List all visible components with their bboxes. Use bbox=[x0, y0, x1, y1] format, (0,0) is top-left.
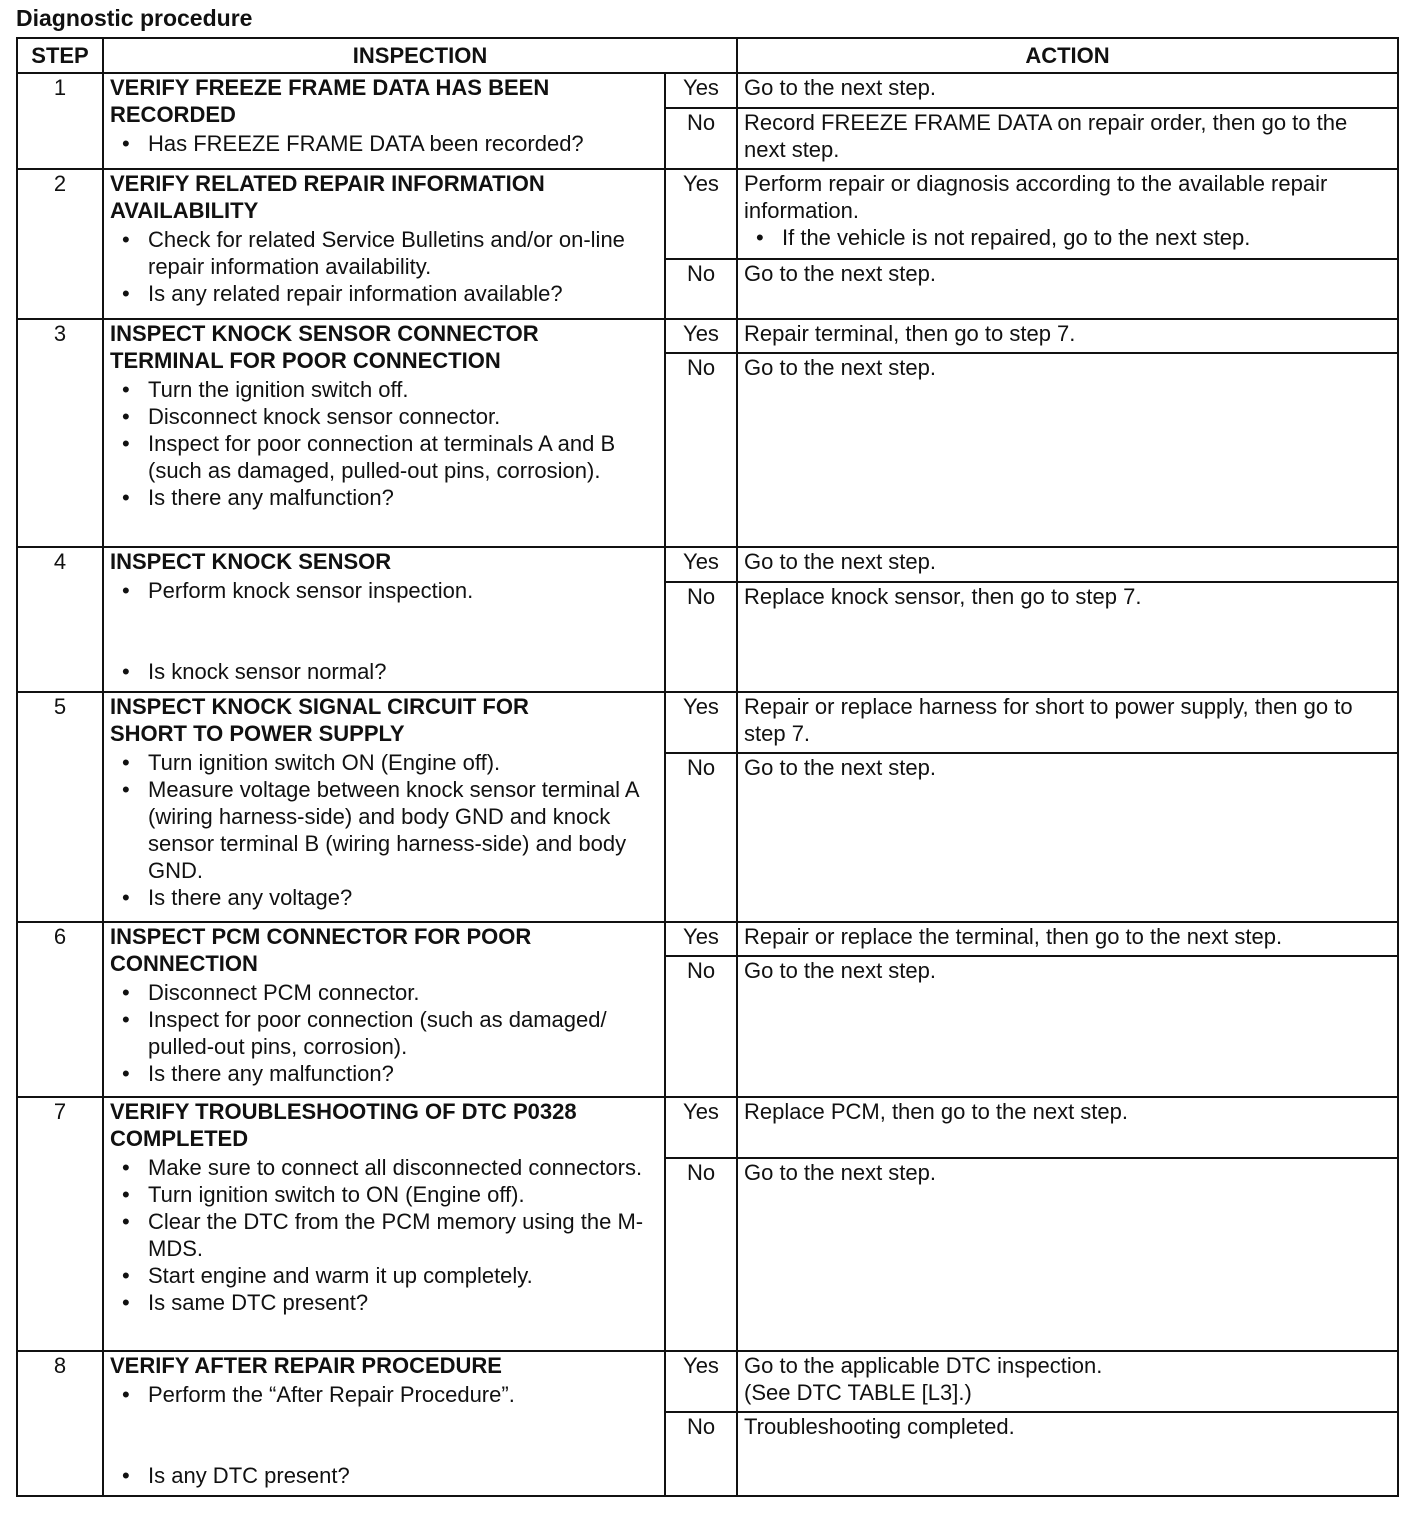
action-text: Go to the next step. bbox=[744, 355, 937, 380]
no-action bbox=[737, 753, 1398, 922]
action-text: Record FREEZE FRAME DATA on repair order, then go to the next step. bbox=[744, 110, 1348, 162]
inspection-bullet: • Turn ignition switch to ON (Engine off). bbox=[148, 1181, 658, 1208]
yes-label: Yes bbox=[665, 1351, 737, 1412]
action-text: Repair or replace harness for short to power supply, then go to step 7. bbox=[744, 694, 1353, 746]
inspection-cell bbox=[103, 1351, 665, 1496]
inspection-title bbox=[110, 548, 658, 575]
inspection-title bbox=[110, 693, 658, 747]
no-label: No bbox=[665, 1158, 737, 1351]
inspection-bullet: • Perform the “After Repair Procedure”. bbox=[148, 1381, 658, 1408]
step-number: 1 bbox=[17, 73, 103, 169]
header-inspection: INSPECTION bbox=[103, 38, 737, 73]
yes-action bbox=[737, 922, 1398, 956]
inspection-bullet: • Clear the DTC from the PCM memory using the M-MDS. bbox=[148, 1208, 658, 1262]
action-text: Go to the next step. bbox=[744, 549, 937, 574]
inspection-bullets bbox=[110, 130, 658, 157]
inspection-bullet: • Is any DTC present? bbox=[148, 1462, 658, 1489]
no-action bbox=[737, 353, 1398, 547]
header-step: STEP bbox=[17, 38, 103, 73]
yes-label: Yes bbox=[665, 169, 737, 259]
yes-action bbox=[737, 1097, 1398, 1158]
action-text: Repair or replace the terminal, then go to the next step. bbox=[744, 924, 1283, 949]
no-label: No bbox=[665, 1412, 737, 1496]
inspection-cell bbox=[103, 1097, 665, 1351]
step-number: 2 bbox=[17, 169, 103, 319]
step-row-yes bbox=[17, 319, 1398, 353]
inspection-bullet: • Is there any malfunction? bbox=[148, 1060, 658, 1087]
action-text: Go to the next step. bbox=[744, 755, 937, 780]
action-bullets bbox=[744, 224, 1391, 251]
inspection-title bbox=[110, 1098, 658, 1152]
yes-label: Yes bbox=[665, 692, 737, 753]
inspection-bullets bbox=[110, 226, 658, 307]
no-label: No bbox=[665, 259, 737, 319]
no-label: No bbox=[665, 108, 737, 169]
action-text: Replace PCM, then go to the next step. bbox=[744, 1099, 1129, 1124]
inspection-title bbox=[110, 923, 658, 977]
step-number: 4 bbox=[17, 547, 103, 692]
inspection-bullet: • Is knock sensor normal? bbox=[148, 658, 658, 685]
action-text: Troubleshooting completed. bbox=[744, 1414, 1015, 1439]
no-label: No bbox=[665, 582, 737, 692]
inspection-bullets bbox=[110, 577, 658, 604]
inspection-bullet: • Make sure to connect all disconnected connectors. bbox=[148, 1154, 658, 1181]
inspection-cell bbox=[103, 169, 665, 319]
no-action bbox=[737, 956, 1398, 1097]
inspection-title-line: RECORDED bbox=[110, 102, 236, 127]
action-text: (See DTC TABLE [L3].) bbox=[744, 1380, 972, 1405]
step-row-yes bbox=[17, 547, 1398, 582]
no-action bbox=[737, 582, 1398, 692]
step-row-yes bbox=[17, 1351, 1398, 1412]
inspection-bullet: • Perform knock sensor inspection. bbox=[148, 577, 658, 604]
inspection-title-line: COMPLETED bbox=[110, 1126, 249, 1151]
inspection-title-line: VERIFY AFTER REPAIR PROCEDURE bbox=[110, 1353, 502, 1378]
inspection-cell bbox=[103, 692, 665, 922]
no-action bbox=[737, 1158, 1398, 1351]
inspection-cell bbox=[103, 547, 665, 692]
yes-action bbox=[737, 692, 1398, 753]
diagnostic-table bbox=[16, 37, 1399, 1497]
inspection-title-line: CONNECTION bbox=[110, 951, 258, 976]
inspection-title bbox=[110, 320, 658, 374]
inspection-title-line: INSPECT KNOCK SIGNAL CIRCUIT FOR bbox=[110, 694, 529, 719]
no-label: No bbox=[665, 353, 737, 547]
step-row-yes bbox=[17, 922, 1398, 956]
inspection-bullets-final bbox=[110, 658, 658, 685]
action-text: Go to the next step. bbox=[744, 261, 937, 286]
step-number: 7 bbox=[17, 1097, 103, 1351]
action-text: Repair terminal, then go to step 7. bbox=[744, 321, 1076, 346]
header-action: ACTION bbox=[737, 38, 1398, 73]
inspection-bullet: • Is any related repair information available? bbox=[148, 280, 658, 307]
step-number: 8 bbox=[17, 1351, 103, 1496]
yes-action bbox=[737, 1351, 1398, 1412]
action-text: Go to the applicable DTC inspection. bbox=[744, 1353, 1103, 1378]
inspection-bullet: • Check for related Service Bulletins and/or on-line repair information availability. bbox=[148, 226, 658, 280]
yes-label: Yes bbox=[665, 547, 737, 582]
inspection-bullet: • Inspect for poor connection (such as damaged/ pulled-out pins, corrosion). bbox=[148, 1006, 658, 1060]
inspection-bullet: • Has FREEZE FRAME DATA been recorded? bbox=[148, 130, 658, 157]
inspection-bullets bbox=[110, 1381, 658, 1408]
document-title: Diagnostic procedure bbox=[16, 5, 253, 31]
yes-label: Yes bbox=[665, 319, 737, 353]
header-row bbox=[17, 38, 1398, 73]
yes-action bbox=[737, 169, 1398, 259]
inspection-cell bbox=[103, 922, 665, 1097]
inspection-bullet: • Measure voltage between knock sensor terminal A (wiring harness-side) and body GND and knock sensor terminal B (wiring harness-side) and body GND. bbox=[148, 776, 658, 884]
action-text: Go to the next step. bbox=[744, 958, 937, 983]
inspection-bullets-final bbox=[110, 1462, 658, 1489]
inspection-bullet: • Start engine and warm it up completely. bbox=[148, 1262, 658, 1289]
action-text: Perform repair or diagnosis according to the available repair information. bbox=[744, 171, 1328, 223]
inspection-cell bbox=[103, 319, 665, 547]
inspection-bullets bbox=[110, 1154, 658, 1316]
yes-label: Yes bbox=[665, 922, 737, 956]
inspection-bullet: • Inspect for poor connection at terminals A and B (such as damaged, pulled-out pins, corrosion). bbox=[148, 430, 658, 484]
step-number: 3 bbox=[17, 319, 103, 547]
inspection-bullet: • Disconnect PCM connector. bbox=[148, 979, 658, 1006]
action-text: Go to the next step. bbox=[744, 75, 937, 100]
inspection-cell bbox=[103, 73, 665, 169]
step-row-yes bbox=[17, 73, 1398, 108]
inspection-bullet: • Is there any voltage? bbox=[148, 884, 658, 911]
inspection-bullets bbox=[110, 749, 658, 911]
inspection-title-line: TERMINAL FOR POOR CONNECTION bbox=[110, 348, 501, 373]
yes-action bbox=[737, 319, 1398, 353]
inspection-bullet: • Disconnect knock sensor connector. bbox=[148, 403, 658, 430]
no-action bbox=[737, 108, 1398, 169]
yes-action bbox=[737, 547, 1398, 582]
step-row-yes bbox=[17, 1097, 1398, 1158]
step-number: 5 bbox=[17, 692, 103, 922]
action-bullet: • If the vehicle is not repaired, go to the next step. bbox=[782, 224, 1391, 251]
yes-label: Yes bbox=[665, 73, 737, 108]
inspection-bullet: • Turn ignition switch ON (Engine off). bbox=[148, 749, 658, 776]
inspection-title-line: INSPECT KNOCK SENSOR CONNECTOR bbox=[110, 321, 539, 346]
step-number: 6 bbox=[17, 922, 103, 1097]
inspection-title-line: VERIFY TROUBLESHOOTING OF DTC P0328 bbox=[110, 1099, 577, 1124]
inspection-title-line: SHORT TO POWER SUPPLY bbox=[110, 721, 405, 746]
inspection-bullet: • Is there any malfunction? bbox=[148, 484, 658, 511]
inspection-title bbox=[110, 1352, 658, 1379]
step-row-yes bbox=[17, 169, 1398, 259]
no-label: No bbox=[665, 956, 737, 1097]
no-label: No bbox=[665, 753, 737, 922]
action-text: Replace knock sensor, then go to step 7. bbox=[744, 584, 1142, 609]
inspection-title-line: INSPECT PCM CONNECTOR FOR POOR bbox=[110, 924, 532, 949]
no-action bbox=[737, 259, 1398, 319]
no-action bbox=[737, 1412, 1398, 1496]
inspection-bullet: • Is same DTC present? bbox=[148, 1289, 658, 1316]
inspection-title bbox=[110, 170, 658, 224]
inspection-title-line: VERIFY RELATED REPAIR INFORMATION bbox=[110, 171, 545, 196]
yes-label: Yes bbox=[665, 1097, 737, 1158]
inspection-bullets bbox=[110, 979, 658, 1087]
inspection-title bbox=[110, 74, 658, 128]
inspection-title-line: AVAILABILITY bbox=[110, 198, 259, 223]
inspection-title-line: VERIFY FREEZE FRAME DATA HAS BEEN bbox=[110, 75, 550, 100]
inspection-bullets bbox=[110, 376, 658, 511]
action-text: Go to the next step. bbox=[744, 1160, 937, 1185]
yes-action bbox=[737, 73, 1398, 108]
inspection-title-line: INSPECT KNOCK SENSOR bbox=[110, 549, 392, 574]
inspection-bullet: • Turn the ignition switch off. bbox=[148, 376, 658, 403]
step-row-yes bbox=[17, 692, 1398, 753]
table-body bbox=[17, 73, 1398, 1496]
